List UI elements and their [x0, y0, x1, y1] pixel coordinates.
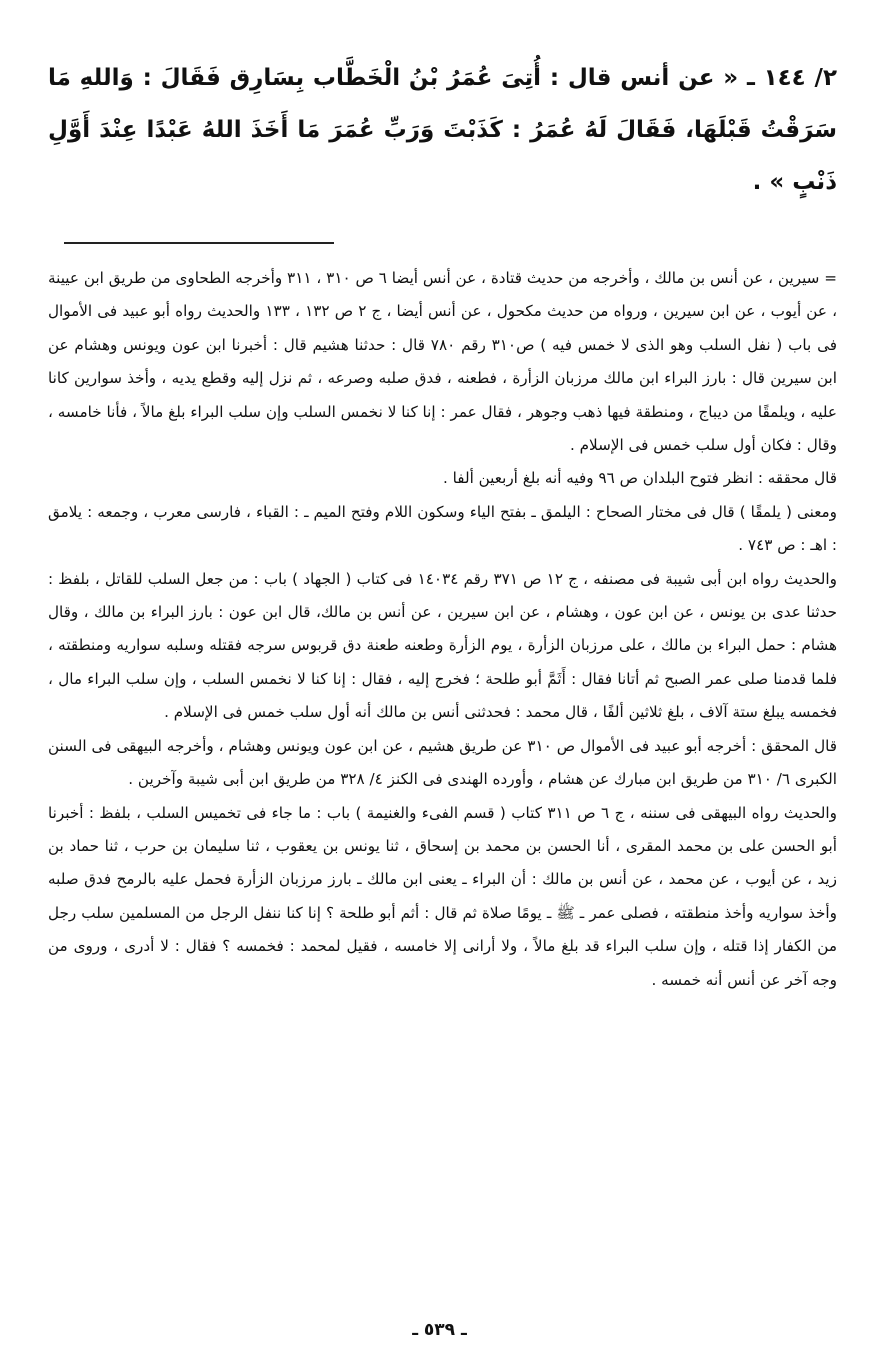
footnote-separator	[64, 242, 334, 244]
document-page	[48, 52, 837, 1352]
footnote-paragraph: والحديث رواه ابن أبى شيبة فى مصنفه ، ج ١٢ ص ٣٧١ رقم ١٤٠٣٤ فى كتاب ( الجهاد ) باب : من جعل السلب للقاتل ، بلفظ : حدثنا عدى بن يونس ، عن ابن عون ، وهشام ، عن ابن سيرين ، عن أنس بن مالك، قال ابن عون : بارز البراء بن مالك ، وقال هشام : حمل البراء بن مالك ، على مرزبان الزأرة ، يوم الزأرة وطعنه طعنة دق قربوس سرجه فقتله وسلبه سواريه ومنطقته ، فلما قدمنا صلى عمر الصبح ثم أتانا فقال : أَثَمَّ أبو طلحة ؛ فخرج إليه ، فقال : إنا كنا لا نخمس السلب ، وإن سلب البراء مال ، فخمسه يبلغ ستة آلاف ، بلغ ثلاثين ألفًا ، قال محمد : فحدثنى أنس بن مالك أنه أول سلب خمس فى الإسلام .	[48, 569, 837, 722]
footnotes	[48, 262, 837, 997]
footnote-paragraph: قال محققه : انظر فتوح البلدان ص ٩٦ وفيه أنه بلغ أربعين ألفا .	[442, 469, 837, 488]
footnote-paragraph: قال المحقق : أخرجه أبو عبيد فى الأموال ص ٣١٠ عن طريق هشيم ، عن ابن عون ويونس وهشام ، وأخرجه البيهقى فى السنن الكبرى ٦/ ٣١٠ من طريق ابن مبارك عن هشام ، وأورده الهندى فى الكنز ٤/ ٣٢٨ من طريق ابن أبى شيبة وآخرين .	[48, 736, 837, 789]
footnote-paragraph: = سيرين ، عن أنس بن مالك ، وأخرجه من حديث قتادة ، عن أنس أيضا ٦ ص ٣١٠ ، ٣١١ وأخرجه الطحاوى من طريق ابن عيينة ، عن أيوب ، عن ابن سيرين ، ورواه من حديث مكحول ، عن أنس أيضا ، ج ٢ ص ١٣٢ ، ١٣٣ والحديث رواه أبو عبيد فى الأموال فى باب ( نفل السلب وهو الذى لا خمس فيه ) ص٣١٠ رقم ٧٨٠ قال : حدثنا هشيم قال : أخبرنا ابن عون ويونس وهشام عن ابن سيرين قال : بارز البراء ابن مالك مرزبان الزأرة ، فطعنه ، فدق صلبه وصرعه ، ثم نزل إليه وقطع يديه ، وأخذ سوارين كانا عليه ، ويلمقًا من ديباج ، ومنطقة فيها ذهب وجوهر ، فقال عمر : إنا كنا لا نخمس السلب وإن سلب البراء بلغ مالاً ، فأنا خامسه ، وقال : فكان أول سلب خمس فى الإسلام .	[48, 269, 838, 455]
footnote-paragraph: ومعنى ( يلمقًا ) قال فى مختار الصحاح : اليلمق ـ بفتح الياء وسكون اللام وفتح الميم ـ : القباء ، فارسى معرب ، وجمعه : يلامق : اهـ : ص ٧٤٣ .	[48, 502, 837, 555]
footnote-paragraph: والحديث رواه البيهقى فى سننه ، ج ٦ ص ٣١١ كتاب ( قسم الفىء والغنيمة ) باب : ما جاء فى تخميس السلب ، بلفظ : أخبرنا أبو الحسن على بن محمد المقرى ، أنا الحسن بن محمد بن إسحاق ، ثنا يونس بن يعقوب ، ثنا سليمان بن حرب ، ثنا حماد بن زيد ، عن أيوب ، عن محمد ، عن أنس بن مالك : أن البراء ـ يعنى ابن مالك ـ بارز مرزبان الزأرة فحمل عليه بالرمح فدق صلبه وأخذ سواريه وأخذ منطقته ، فصلى عمر ـ ﷺ ـ يومًا صلاة ثم قال : أثم أبو طلحة ؟ إنا كنا ننفل الرجل من المسلمين سلب رجل من الكفار إذا قتله ، وإن سلب البراء قد بلغ مالاً ، ولا أرانى إلا خامسه ، فقيل لمحمد : فخمسه ؟ فقال : لا أدرى ، وروى من وجه آخر عن أنس أنه خمسه .	[48, 803, 837, 989]
hadith-text	[48, 52, 837, 208]
page-number: ـ ٥٣٩ ـ	[412, 1320, 467, 1340]
hadith-body: « عن أنس قال : أُتِىَ عُمَرُ بْنُ الْخَطَّاب بِسَارِق فَقَالَ : وَاللهِ مَا سَرَقْتُ قَبْلَهَا، فَقَالَ لَهُ عُمَرُ : كَذَبْتَ وَرَبِّ عُمَرَ مَا أَخَذَ اللهُ عَبْدًا عِنْدَ أَوَّلِ ذَنْبٍ » .	[48, 65, 837, 195]
hadith-number: ٢/ ١٤٤ ـ	[746, 65, 837, 91]
